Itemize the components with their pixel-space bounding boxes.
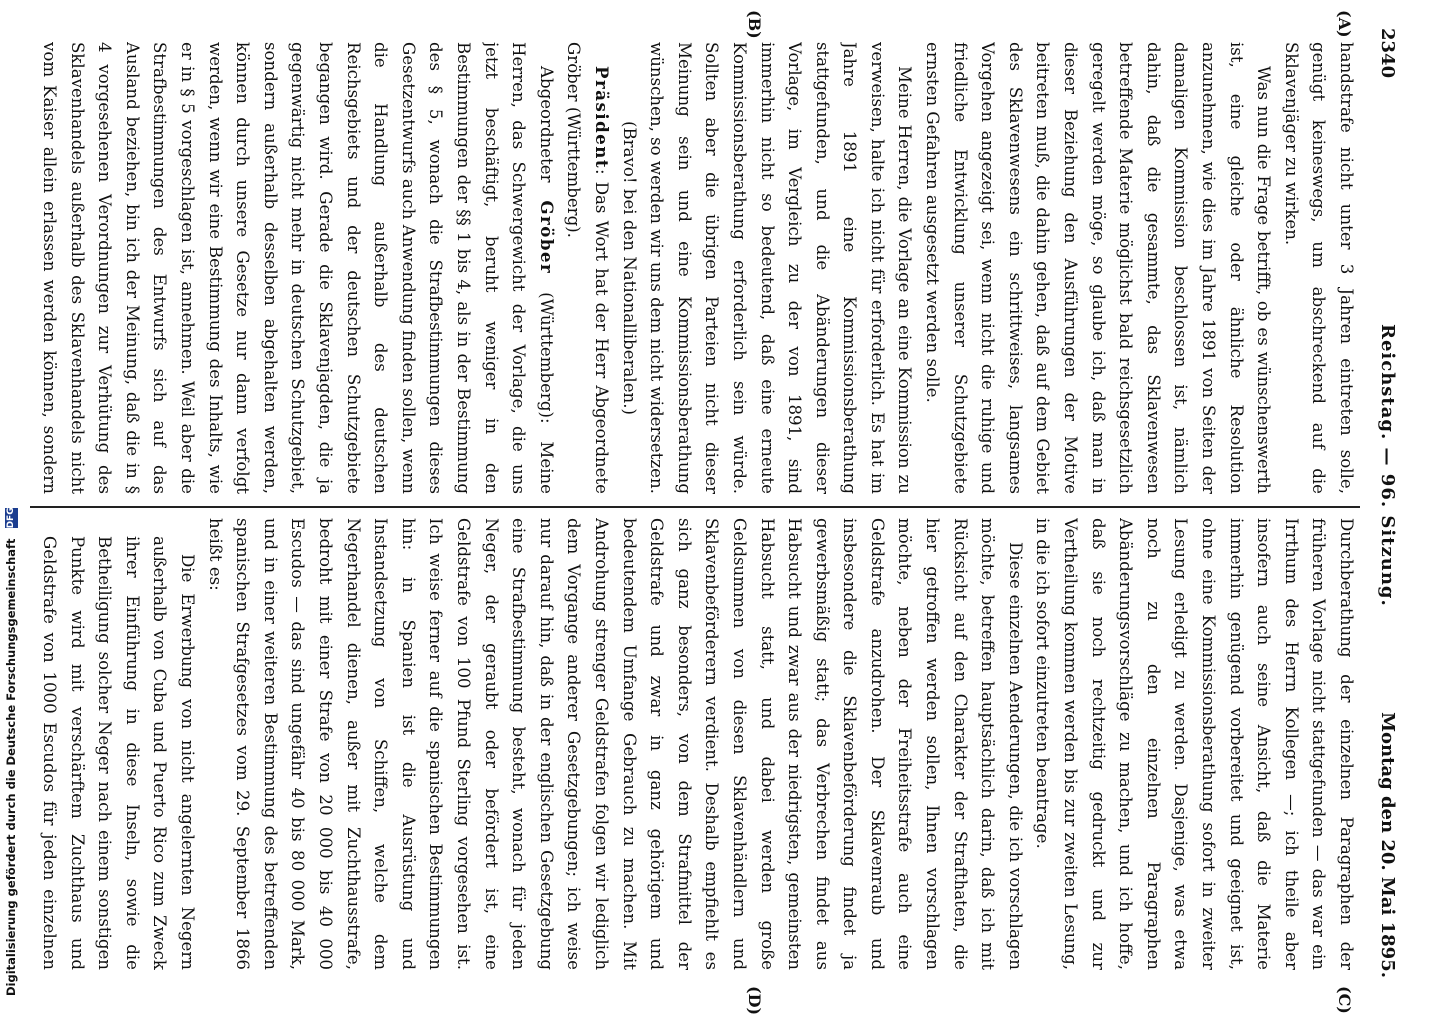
dfg-logo-icon: DFG [6,507,16,529]
paragraph: Meine Herren, die Vorlage an eine Kommission zu verweisen, halte ich nicht für erforderlich. Es hat im Jahre 1891 eine Kommissionsberathung stattgefunden, und die Abänderungen dieser Vorlage, im Vergleich zu der von 1891, sind immerhin nicht so bedeutend, daß eine erneute Kommissionsberathung erforderlich sein würde. Sollten aber die übrigen Parteien nicht dieser Meinung sein und eine Kommissionsberathung wünschen, so werden wir uns dem nicht widersetzen. [647,42,915,494]
left-column [30,42,1360,494]
applause-note: (Bravo! bei den Nationalliberalen.) [619,121,639,415]
margin-mark-a: (A) [1335,10,1354,38]
footer-text: Digitalisierung gefördert durch die Deutsche Forschungsgemeinschaft [4,538,18,996]
speaker-name: Gröber [536,200,557,275]
paragraph: handstrafe nicht unter 3 Jahren eintreten solle, genügt keineswegs, um abschreckend auf die Sklavenjäger zu wirken. [1281,42,1356,494]
paragraph: Diese einzelnen Aenderungen, die ich vorschlagen möchte, betreffen hauptsächlich darin, daß ich mit Rücksicht auf den Charakter der Strafthaten, die hier getroffen werden sollen, Ihnen vorschlagen möchte, neben der Freiheitsstrafe auch eine Geldstrafe anzudrohen. Der Sklavenraub und insbesondere die Sklavenbeförderung findet ja gewerbsmäßig statt; das Verbrechen findet aus Habsucht und zwar aus der niedrigsten, gemeinsten Habsucht statt, und dabei werden große Geldsummen von diesen Sklavenhändlern und Sklavenbeförderern verdient. Deshalb empfiehlt es sich ganz besonders, von dem Strafmittel der Geldstrafe und zwar in ganz gehörigem und bedeutendem Umfange Gebrauch zu machen. Mit Androhung strenger Geldstrafen folgen wir lediglich dem Vorgange anderer Gesetzgebungen; ich weise nur darauf hin, daß in der englischen Gesetzgebung eine Strafbestimmung besteht, wonach für jeden Neger, der geraubt oder befördert ist, eine Geldstrafe von 100 Pfund Sterling vorgesehen ist. Ich weise ferner auf die spanischen Bestimmungen hin: in Spanien ist die Ausrüstung und Instandsetzung von Schiffen, welche dem Negerhandel dienen, außer mit Zuchthausstrafe, bedroht mit einer Strafe von 20 000 bis 40 000 Escudos — das sind ungefähr 40 bis 80 000 Mark, und in einer weiteren Bestimmung des betreffenden spanischen Strafgesetzes vom 29. September 1866 heißt es: [205,518,1025,970]
margin-mark-b: (B) [745,10,764,39]
margin-mark-c: (C) [1335,986,1354,1014]
margin-mark-d: (D) [745,986,764,1015]
speaker-name: Präsident [591,66,612,170]
paragraph: Durchberathung der einzelnen Paragraphen der früheren Vorlage nicht stattgefunden — das war ein Irrthum des Herrn Kollegen —; ich theile aber insofern auch seine Ansicht, daß die Materie immerhin genügend vorbereitet und geeignet ist, ohne eine Kommissionsberathung sofort in zweiter Lesung erledigt zu werden. Dasjenige, was etwa noch zu den einzelnen Paragraphen Abänderungsvorschläge zu machen, und ich hoffe, daß sie noch rechtzeitig gedruckt und zur Vertheilung kommen werden bis zur zweiten Lesung, in die ich sofort einzutreten beantrage. [1033,518,1356,970]
session-date: Montag den 20. Mai 1895. [1377,712,1398,978]
paragraph: Was nun die Frage betrifft, ob es wünschenswerth ist, eine gleiche oder ähnliche Resolution anzunehmen, wie dies im Jahre 1891 von Seiten der damaligen Kommission beschlossen ist, nämlich dahin, daß die gesammte, das Sklavenwesen betreffende Materie möglichst bald reichsgesetzlich geregelt werden möge, so glaube ich, daß man in dieser Beziehung den Ausführungen der Motive beitreten muß, die dahin gehen, daß auf dem Gebiet des Sklavenwesens ein schrittweises, langsames Vorgehen angezeigt sei, wenn nicht die ruhige und friedliche Entwicklung unserer Schutzgebiete ernsten Gefahren ausgesetzt werden solle. [923,42,1274,494]
right-column [30,518,1360,970]
page-number: 2340 [1377,28,1398,79]
speaker-paragraph: Abgeordneter Gröber (Württemberg): Meine Herren, das Schwergewicht der Vorlage, die uns jetzt beschäftigt, beruht weniger in den Bestimmungen der §§ 1 bis 4, als in der Bestimmung des § 5, wonach die Strafbestimmungen dieses Gesetzentwurfs auch Anwendung finden sollen, wenn die Handlung außerhalb des deutschen Reichsgebiets und der deutschen Schutzgebiete begangen wird. Gerade die Sklavenjagden, die ja gegenwärtig nicht mehr in deutschen Schutzgebiet, sondern außerhalb desselben abgehalten werden, können durch unsere Gesetze nur dann verfolgt werden, wenn wir eine Bestimmung des Inhalts, wie er in § 5 vorgeschlagen ist, annehmen. Weil aber die Strafbestimmungen des Entwurfs sich auf das Ausland beziehen, bin ich der Meinung, daß die in § 4 vorgesehenen Verordnungen zur Verhütung des Sklavenhandels außerhalb des Sklavenhandels nicht vom Kaiser allein erlassen werden können, sondern [40,42,557,494]
column-divider [30,506,1360,508]
page-header [1364,24,1404,984]
speaker-paragraph: Präsident: Das Wort hat der Herr Abgeordnete Gröber (Württemberg). [564,42,612,494]
quoted-law: Die Erwerbung von nicht angelernten Negern außerhalb von Cuba und Puerto Rico zum Zweck ihrer Einführung in diese Inseln, sowie die Betheiligung solcher Neger nach einem sonstigen Punkte wird mit verschärftem Zuchthaus und Geldstrafe von 1000 Escudos für jeden einzelnen [40,536,198,970]
digitization-footer [4,0,30,996]
rotated-page [14,10,1404,1015]
running-title: Reichstag. — 96. Sitzung. [1377,324,1398,607]
